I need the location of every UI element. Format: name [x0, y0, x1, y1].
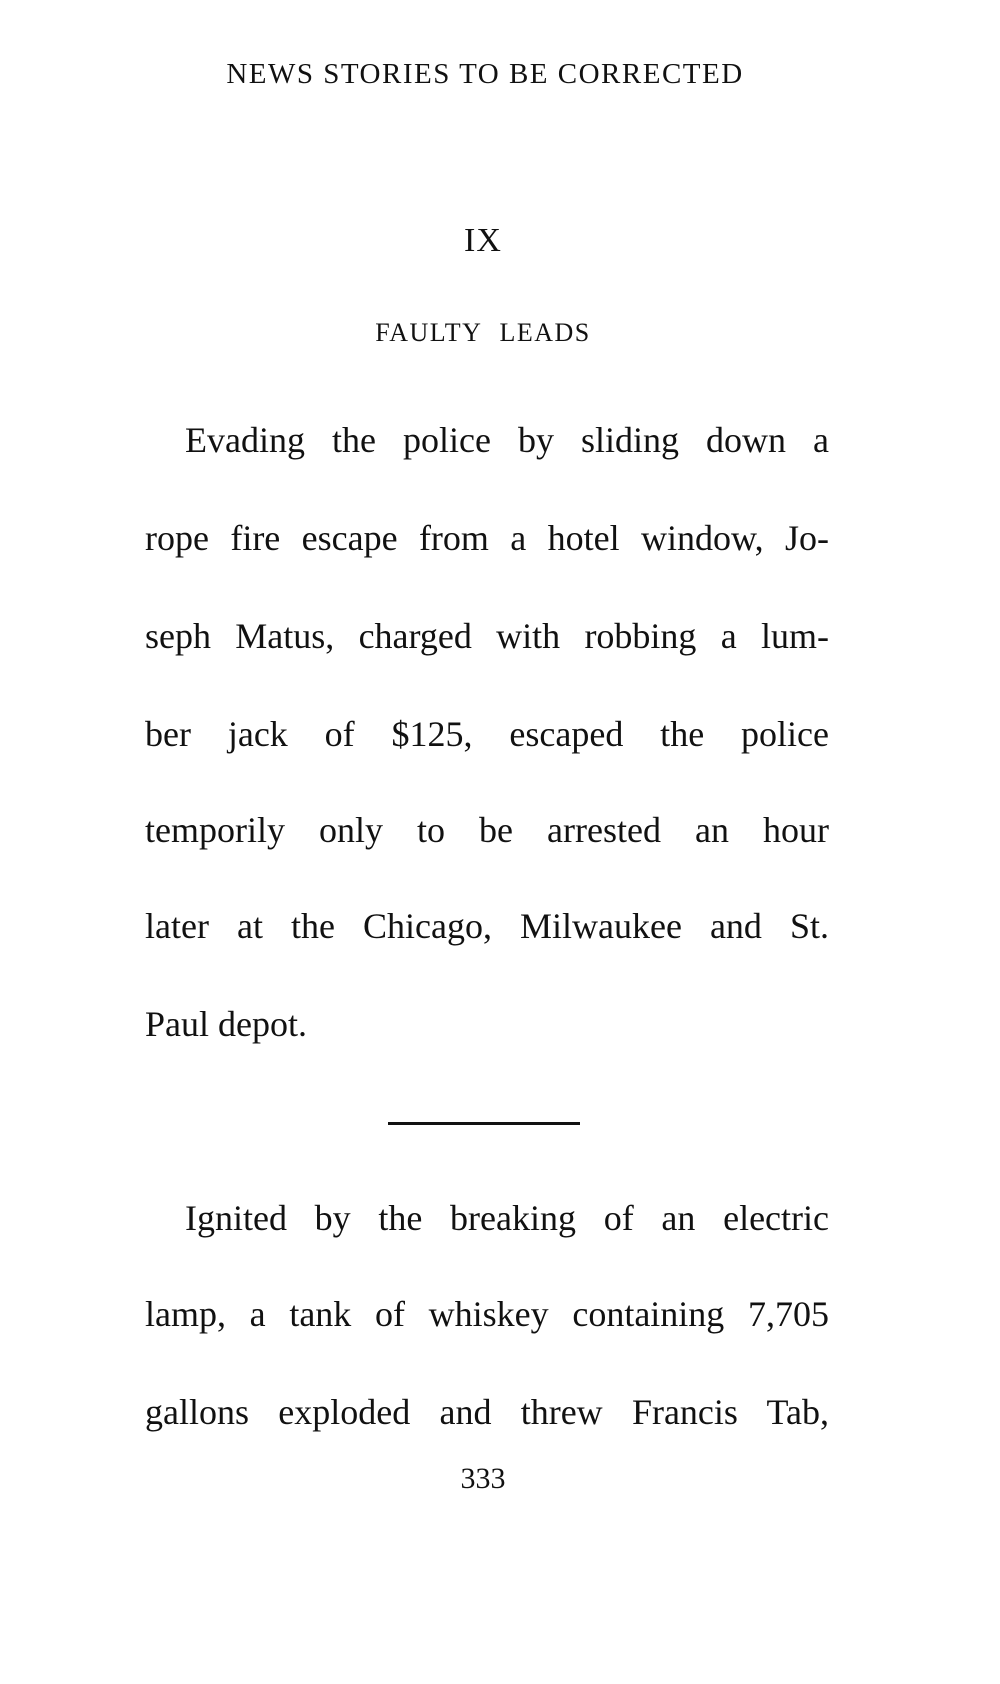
paragraph-line: temporily only to be arrested an hour	[145, 810, 829, 850]
paragraph-line: lamp, a tank of whiskey containing 7,705	[145, 1294, 829, 1334]
running-head: NEWS STORIES TO BE CORRECTED	[226, 58, 744, 90]
page-number: 333	[460, 1462, 506, 1495]
chapter-number: IX	[464, 222, 502, 259]
section-divider	[388, 1122, 580, 1125]
paragraph-line: rope fire escape from a hotel window, Jo-	[145, 518, 829, 558]
paragraph-line: gallons exploded and threw Francis Tab,	[145, 1392, 829, 1432]
paragraph-line: seph Matus, charged with robbing a lum-	[145, 616, 829, 656]
paragraph-line: Ignited by the breaking of an electric	[185, 1198, 829, 1238]
paragraph-line: ber jack of $125, escaped the police	[145, 714, 829, 754]
chapter-title: FAULTY LEADS	[375, 318, 591, 347]
paragraph-line: later at the Chicago, Milwaukee and St.	[145, 906, 829, 946]
paragraph-line: Evading the police by sliding down a	[185, 420, 829, 460]
paragraph-line: Paul depot.	[145, 1004, 307, 1044]
